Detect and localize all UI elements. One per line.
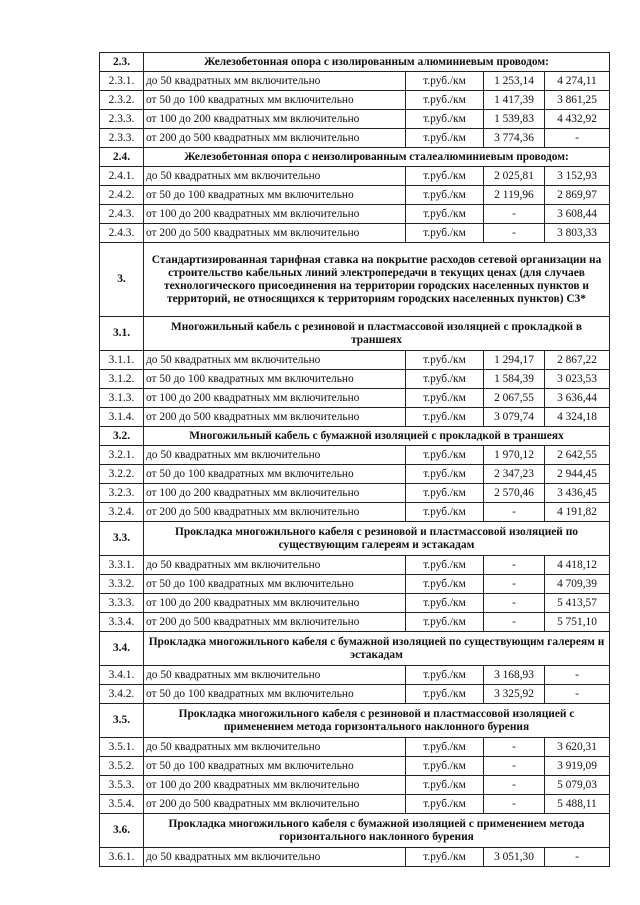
item-number: 3.4.1. bbox=[100, 666, 144, 685]
section-title: Железобетонная опора с изолированным алюминиевым проводом: bbox=[144, 53, 610, 72]
item-unit: т.руб./км bbox=[406, 91, 484, 110]
item-number: 3.5.2. bbox=[100, 757, 144, 776]
table-row bbox=[100, 91, 610, 110]
item-value-1: 2 570,46 bbox=[484, 484, 545, 503]
item-value-1: 1 584,39 bbox=[484, 370, 545, 389]
item-value-1: - bbox=[484, 795, 545, 814]
table-row bbox=[100, 594, 610, 613]
item-value-1: - bbox=[484, 738, 545, 757]
item-number: 3.6.1. bbox=[100, 848, 144, 867]
section-title: Прокладка многожильного кабеля с бумажной изоляцией с применением метода горизонтального наклонного бурения bbox=[144, 814, 610, 848]
section-title: Многожильный кабель с бумажной изоляцией с прокладкой в траншеях bbox=[144, 427, 610, 446]
item-description: до 50 квадратных мм включительно bbox=[144, 72, 406, 91]
table-row bbox=[100, 370, 610, 389]
item-unit: т.руб./км bbox=[406, 408, 484, 427]
item-number: 3.2.3. bbox=[100, 484, 144, 503]
item-description: от 200 до 500 квадратных мм включительно bbox=[144, 503, 406, 522]
table-row bbox=[100, 351, 610, 370]
item-value-2: 3 620,31 bbox=[545, 738, 610, 757]
table-row bbox=[100, 167, 610, 186]
item-value-1: 2 347,23 bbox=[484, 465, 545, 484]
item-value-1: 1 417,39 bbox=[484, 91, 545, 110]
item-number: 2.3.3. bbox=[100, 129, 144, 148]
item-value-1: - bbox=[484, 556, 545, 575]
item-description: от 50 до 100 квадратных мм включительно bbox=[144, 575, 406, 594]
item-description: от 50 до 100 квадратных мм включительно bbox=[144, 465, 406, 484]
item-value-2: - bbox=[545, 666, 610, 685]
item-value-2: 2 867,22 bbox=[545, 351, 610, 370]
section-title: Прокладка многожильного кабеля с резиновой и пластмассовой изоляцией по существующим галереям и эстакадам bbox=[144, 522, 610, 556]
item-value-1: 1 294,17 bbox=[484, 351, 545, 370]
item-value-1: 3 325,92 bbox=[484, 685, 545, 704]
item-unit: т.руб./км bbox=[406, 465, 484, 484]
section-number: 2.4. bbox=[100, 148, 144, 167]
item-value-1: 2 119,96 bbox=[484, 186, 545, 205]
item-unit: т.руб./км bbox=[406, 848, 484, 867]
section-number: 3.4. bbox=[100, 632, 144, 666]
table-row bbox=[100, 757, 610, 776]
table-row bbox=[100, 556, 610, 575]
item-description: от 50 до 100 квадратных мм включительно bbox=[144, 186, 406, 205]
section-number: 3. bbox=[100, 243, 144, 317]
item-unit: т.руб./км bbox=[406, 556, 484, 575]
item-description: от 100 до 200 квадратных мм включительно bbox=[144, 594, 406, 613]
item-description: от 200 до 500 квадратных мм включительно bbox=[144, 129, 406, 148]
table-row bbox=[100, 575, 610, 594]
item-value-2: 2 642,55 bbox=[545, 446, 610, 465]
item-value-1: 3 079,74 bbox=[484, 408, 545, 427]
item-value-1: - bbox=[484, 594, 545, 613]
section-header-row bbox=[100, 704, 610, 738]
item-unit: т.руб./км bbox=[406, 685, 484, 704]
item-value-2: 4 324,18 bbox=[545, 408, 610, 427]
item-value-2: 5 488,11 bbox=[545, 795, 610, 814]
table-row bbox=[100, 72, 610, 91]
table-body bbox=[100, 53, 610, 867]
table-row bbox=[100, 776, 610, 795]
item-unit: т.руб./км bbox=[406, 370, 484, 389]
item-description: от 200 до 500 квадратных мм включительно bbox=[144, 795, 406, 814]
item-unit: т.руб./км bbox=[406, 351, 484, 370]
item-value-1: - bbox=[484, 776, 545, 795]
item-value-1: 1 253,14 bbox=[484, 72, 545, 91]
item-description: от 50 до 100 квадратных мм включительно bbox=[144, 91, 406, 110]
item-unit: т.руб./км bbox=[406, 224, 484, 243]
item-description: до 50 квадратных мм включительно bbox=[144, 351, 406, 370]
table-row bbox=[100, 186, 610, 205]
section-title: Многожильный кабель с резиновой и пластмассовой изоляцией с прокладкой в траншеях bbox=[144, 317, 610, 351]
item-description: до 50 квадратных мм включительно bbox=[144, 446, 406, 465]
item-number: 3.3.2. bbox=[100, 575, 144, 594]
section-number: 3.5. bbox=[100, 704, 144, 738]
item-value-1: 3 168,93 bbox=[484, 666, 545, 685]
item-number: 3.3.4. bbox=[100, 613, 144, 632]
table-row bbox=[100, 389, 610, 408]
item-number: 3.5.1. bbox=[100, 738, 144, 757]
item-unit: т.руб./км bbox=[406, 575, 484, 594]
item-number: 2.3.2. bbox=[100, 91, 144, 110]
item-value-2: 4 709,39 bbox=[545, 575, 610, 594]
item-value-1: - bbox=[484, 575, 545, 594]
item-number: 3.2.4. bbox=[100, 503, 144, 522]
item-value-2: 5 751,10 bbox=[545, 613, 610, 632]
item-value-2: 3 152,93 bbox=[545, 167, 610, 186]
section-header-row bbox=[100, 522, 610, 556]
item-value-2: - bbox=[545, 685, 610, 704]
section-header-row bbox=[100, 243, 610, 317]
table-row bbox=[100, 738, 610, 757]
item-number: 2.4.3. bbox=[100, 224, 144, 243]
section-title: Прокладка многожильного кабеля с бумажной изоляцией по существующим галереям и эстакадам bbox=[144, 632, 610, 666]
table-row bbox=[100, 685, 610, 704]
item-description: до 50 квадратных мм включительно bbox=[144, 666, 406, 685]
item-unit: т.руб./км bbox=[406, 129, 484, 148]
section-number: 3.6. bbox=[100, 814, 144, 848]
item-value-1: 1 970,12 bbox=[484, 446, 545, 465]
item-unit: т.руб./км bbox=[406, 110, 484, 129]
item-description: от 100 до 200 квадратных мм включительно bbox=[144, 389, 406, 408]
item-unit: т.руб./км bbox=[406, 446, 484, 465]
section-title: Стандартизированная тарифная ставка на покрытие расходов сетевой организации на строительство кабельных линий электропередачи в текущих ценах (для случаев технологического присоединения на территории городских населенных пунктов и территорий, не относящихся к территориям городских населенных пунктов) С3* bbox=[144, 243, 610, 317]
item-number: 3.5.3. bbox=[100, 776, 144, 795]
table-row bbox=[100, 110, 610, 129]
table-row bbox=[100, 205, 610, 224]
item-unit: т.руб./км bbox=[406, 594, 484, 613]
item-number: 3.1.4. bbox=[100, 408, 144, 427]
item-number: 3.1.2. bbox=[100, 370, 144, 389]
section-title: Прокладка многожильного кабеля с резиновой и пластмассовой изоляцией с применением метода горизонтального наклонного бурения bbox=[144, 704, 610, 738]
item-value-2: 3 919,09 bbox=[545, 757, 610, 776]
item-unit: т.руб./км bbox=[406, 167, 484, 186]
item-value-2: 4 274,11 bbox=[545, 72, 610, 91]
item-unit: т.руб./км bbox=[406, 484, 484, 503]
item-unit: т.руб./км bbox=[406, 613, 484, 632]
section-number: 3.3. bbox=[100, 522, 144, 556]
item-value-1: - bbox=[484, 205, 545, 224]
item-unit: т.руб./км bbox=[406, 503, 484, 522]
item-description: от 200 до 500 квадратных мм включительно bbox=[144, 613, 406, 632]
item-value-2: 4 191,82 bbox=[545, 503, 610, 522]
item-value-1: - bbox=[484, 757, 545, 776]
item-description: от 100 до 200 квадратных мм включительно bbox=[144, 484, 406, 503]
table-row bbox=[100, 484, 610, 503]
section-number: 3.2. bbox=[100, 427, 144, 446]
item-value-1: 3 774,36 bbox=[484, 129, 545, 148]
item-value-2: 3 436,45 bbox=[545, 484, 610, 503]
table-row bbox=[100, 446, 610, 465]
section-header-row bbox=[100, 53, 610, 72]
item-value-2: 3 023,53 bbox=[545, 370, 610, 389]
item-unit: т.руб./км bbox=[406, 757, 484, 776]
item-value-2: 5 079,03 bbox=[545, 776, 610, 795]
table-row bbox=[100, 465, 610, 484]
item-description: до 50 квадратных мм включительно bbox=[144, 556, 406, 575]
table-row bbox=[100, 224, 610, 243]
item-description: до 50 квадратных мм включительно bbox=[144, 738, 406, 757]
item-number: 2.3.3. bbox=[100, 110, 144, 129]
item-description: до 50 квадратных мм включительно bbox=[144, 167, 406, 186]
section-number: 2.3. bbox=[100, 53, 144, 72]
item-number: 3.1.1. bbox=[100, 351, 144, 370]
item-number: 3.2.1. bbox=[100, 446, 144, 465]
item-value-2: 2 944,45 bbox=[545, 465, 610, 484]
table-row bbox=[100, 848, 610, 867]
item-unit: т.руб./км bbox=[406, 72, 484, 91]
section-number: 3.1. bbox=[100, 317, 144, 351]
item-number: 2.4.2. bbox=[100, 186, 144, 205]
item-unit: т.руб./км bbox=[406, 389, 484, 408]
item-value-1: 1 539,83 bbox=[484, 110, 545, 129]
section-header-row bbox=[100, 632, 610, 666]
item-value-1: 3 051,30 bbox=[484, 848, 545, 867]
item-unit: т.руб./км bbox=[406, 186, 484, 205]
tariff-table bbox=[99, 52, 610, 867]
item-value-2: 3 608,44 bbox=[545, 205, 610, 224]
item-unit: т.руб./км bbox=[406, 738, 484, 757]
section-header-row bbox=[100, 427, 610, 446]
item-value-2: 2 869,97 bbox=[545, 186, 610, 205]
item-value-1: - bbox=[484, 224, 545, 243]
table-row bbox=[100, 666, 610, 685]
item-description: от 100 до 200 квадратных мм включительно bbox=[144, 110, 406, 129]
table-row bbox=[100, 503, 610, 522]
item-number: 3.5.4. bbox=[100, 795, 144, 814]
item-number: 2.4.1. bbox=[100, 167, 144, 186]
item-value-2: - bbox=[545, 848, 610, 867]
item-description: от 100 до 200 квадратных мм включительно bbox=[144, 205, 406, 224]
item-description: до 50 квадратных мм включительно bbox=[144, 848, 406, 867]
item-value-1: 2 025,81 bbox=[484, 167, 545, 186]
table-row bbox=[100, 795, 610, 814]
item-value-2: 4 418,12 bbox=[545, 556, 610, 575]
item-value-2: 3 861,25 bbox=[545, 91, 610, 110]
section-header-row bbox=[100, 317, 610, 351]
item-number: 2.3.1. bbox=[100, 72, 144, 91]
item-value-1: 2 067,55 bbox=[484, 389, 545, 408]
section-header-row bbox=[100, 148, 610, 167]
item-value-2: 3 803,33 bbox=[545, 224, 610, 243]
table-row bbox=[100, 613, 610, 632]
section-title: Железобетонная опора с неизолированным сталеалюминиевым проводом: bbox=[144, 148, 610, 167]
item-description: от 200 до 500 квадратных мм включительно bbox=[144, 224, 406, 243]
item-number: 3.1.3. bbox=[100, 389, 144, 408]
item-number: 3.2.2. bbox=[100, 465, 144, 484]
item-number: 3.3.1. bbox=[100, 556, 144, 575]
item-description: от 50 до 100 квадратных мм включительно bbox=[144, 370, 406, 389]
item-number: 3.4.2. bbox=[100, 685, 144, 704]
item-description: от 200 до 500 квадратных мм включительно bbox=[144, 408, 406, 427]
item-number: 3.3.3. bbox=[100, 594, 144, 613]
table-row bbox=[100, 129, 610, 148]
item-value-1: - bbox=[484, 503, 545, 522]
item-unit: т.руб./км bbox=[406, 776, 484, 795]
item-value-2: 4 432,92 bbox=[545, 110, 610, 129]
item-description: от 100 до 200 квадратных мм включительно bbox=[144, 776, 406, 795]
item-value-2: 3 636,44 bbox=[545, 389, 610, 408]
item-unit: т.руб./км bbox=[406, 795, 484, 814]
item-value-1: - bbox=[484, 613, 545, 632]
item-description: от 50 до 100 квадратных мм включительно bbox=[144, 757, 406, 776]
item-value-2: 5 413,57 bbox=[545, 594, 610, 613]
item-value-2: - bbox=[545, 129, 610, 148]
item-number: 2.4.3. bbox=[100, 205, 144, 224]
item-unit: т.руб./км bbox=[406, 666, 484, 685]
table-row bbox=[100, 408, 610, 427]
item-unit: т.руб./км bbox=[406, 205, 484, 224]
section-header-row bbox=[100, 814, 610, 848]
item-description: от 50 до 100 квадратных мм включительно bbox=[144, 685, 406, 704]
